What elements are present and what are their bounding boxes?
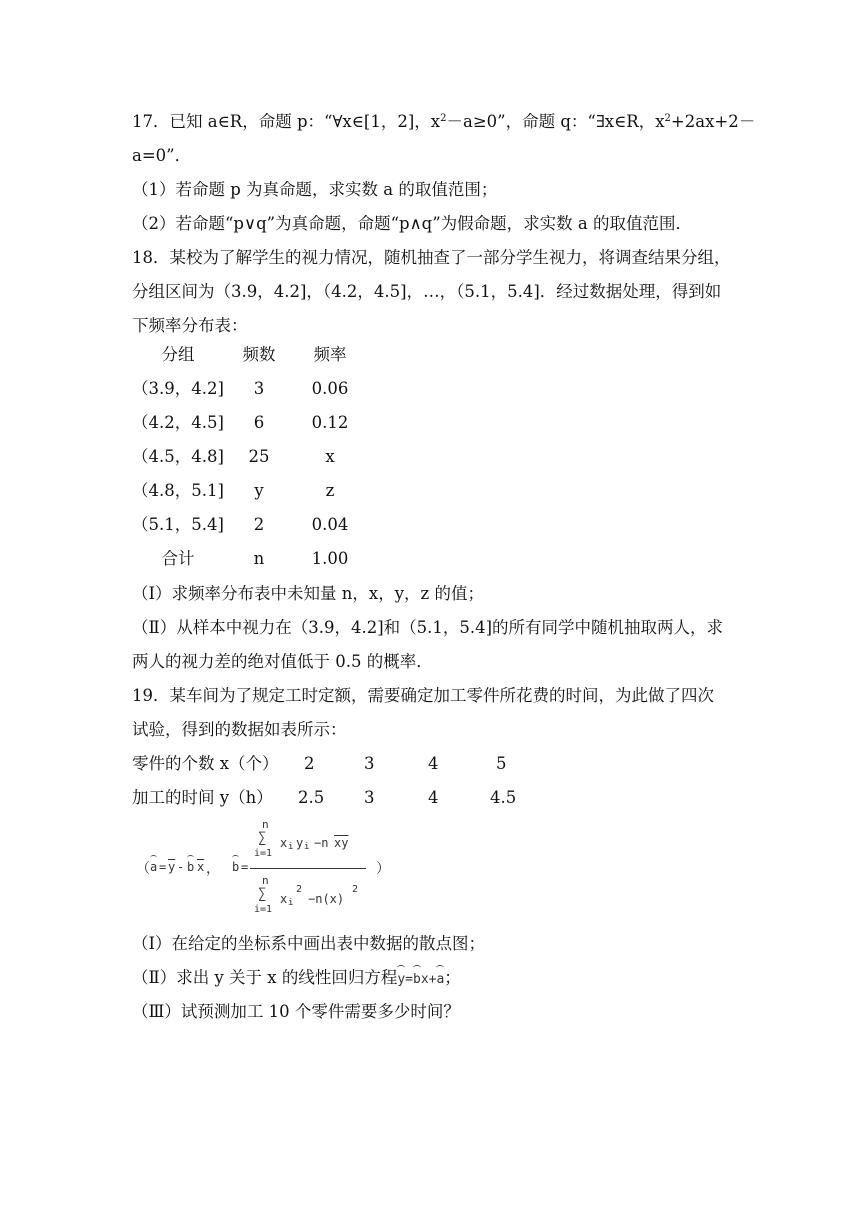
fraction-bar — [250, 868, 366, 869]
q18-subquestion-1: （Ⅰ）求频率分布表中未知量 n，x，y，z 的值； — [132, 584, 484, 603]
q19-subquestion-3: （Ⅲ）试预测加工 10 个零件需要多少时间？ — [132, 1002, 460, 1021]
row-frequency: 0.06 — [311, 379, 349, 398]
row-interval: （4.2，4.5] — [132, 413, 224, 432]
q19-subquestion-2-end: ； — [444, 968, 461, 987]
formula-separator: ， — [206, 861, 220, 877]
table-row — [118, 444, 378, 470]
row-interval: （3.9，4.2] — [132, 379, 224, 398]
formula-minus: - — [177, 860, 185, 874]
row-interval: （4.5，4.8] — [132, 447, 224, 466]
q18-subquestion-2-line2: 两人的视力差的绝对值低于 0.5 的概率． — [132, 652, 433, 671]
processing-time-value: 4 — [428, 788, 439, 807]
processing-time-value: 3 — [364, 788, 375, 807]
q19-subquestion-2-text: （Ⅱ）求出 y 关于 x 的线性回归方程 — [132, 968, 398, 987]
parts-count-row — [132, 752, 552, 776]
processing-time-row — [132, 786, 552, 810]
q17-superscript-2: 2 — [664, 113, 671, 124]
parts-count-value: 4 — [428, 754, 439, 773]
a-hat: a — [150, 860, 158, 874]
numerator-subscript: i — [288, 842, 294, 852]
sum-lower-limit: i=1 — [254, 904, 273, 915]
row-frequency: x — [325, 447, 335, 466]
row-count: 6 — [253, 413, 265, 432]
denominator-rest: −n(x) — [308, 892, 345, 906]
q19-line1: 19．某车间为了规定工时定额，需要确定加工零件所花费的时间，为此做了四次 — [132, 686, 714, 705]
parts-count-value: 5 — [496, 754, 507, 773]
b-hat: b — [413, 970, 421, 990]
formula-open-paren: （ — [136, 861, 150, 877]
q18-line3: 下频率分布表： — [132, 316, 248, 335]
b-hat: b — [187, 860, 195, 874]
table-row — [118, 512, 378, 538]
sum-sign: ∑ — [258, 830, 267, 846]
a-hat: a — [436, 970, 444, 990]
row-count: 2 — [253, 515, 265, 534]
table-total-row — [118, 546, 378, 572]
denominator-square: 2 — [352, 884, 359, 895]
y-bar: $\overline{y}$ — [168, 860, 176, 874]
row-interval: （5.1，5.4] — [132, 515, 224, 534]
y-hat: y — [397, 970, 405, 990]
denominator-x: x — [280, 892, 288, 906]
formula-equals-1: = — [159, 860, 167, 874]
row-count: 3 — [253, 379, 265, 398]
q17-line1 — [132, 112, 755, 132]
q19-subquestion-1: （Ⅰ）在给定的坐标系中画出表中数据的散点图； — [132, 934, 486, 953]
equation-equals: = — [405, 972, 413, 987]
processing-time-value: 4.5 — [490, 788, 517, 807]
equation-plus: + — [428, 972, 437, 987]
formula-close-paren: ） — [376, 861, 390, 877]
q17-subquestion-2: （2）若命题“p∨q”为真命题，命题“p∧q”为假命题，求实数 a 的取值范围． — [132, 214, 692, 233]
processing-time-value: 2.5 — [298, 788, 325, 807]
q19-subquestion-2 — [132, 968, 461, 990]
parts-count-value: 3 — [364, 754, 375, 773]
q17-subquestion-1: （1）若命题 p 为真命题，求实数 a 的取值范围； — [132, 180, 498, 199]
row-count: 25 — [248, 447, 270, 466]
q17-superscript-1: 2 — [440, 113, 447, 124]
q17-line1-text-c: +2ax+2－ — [670, 112, 756, 131]
numerator-subscript: i — [304, 842, 310, 852]
header-frequency: 频率 — [313, 345, 347, 364]
regression-formula — [136, 818, 390, 922]
sum-upper-limit: n — [262, 874, 269, 887]
parts-count-value: 2 — [304, 754, 315, 773]
row-frequency: 0.12 — [311, 413, 349, 432]
q17-line2: a=0”． — [132, 146, 192, 165]
q19-line2: 试验，得到的数据如表所示： — [132, 720, 347, 739]
q18-subquestion-2-line1: （Ⅱ）从样本中视力在（3.9，4.2]和（5.1，5.4]的所有同学中随机抽取两人，求 — [132, 618, 724, 637]
q17-line1-text-b: －a≥0”，命题 q：“∃x∈R，x — [446, 112, 665, 131]
equation-x: x — [420, 972, 429, 987]
row-interval: （4.8，5.1] — [132, 481, 224, 500]
frequency-table-header — [118, 342, 378, 368]
processing-time-label: 加工的时间 y（h） — [132, 788, 273, 807]
denominator-subscript: i — [288, 898, 294, 908]
formula-equals-2: = — [241, 860, 249, 874]
sum-upper-limit: n — [262, 818, 269, 831]
row-frequency: 0.04 — [311, 515, 349, 534]
x-bar: $\overline{x}$ — [197, 860, 205, 874]
table-row — [118, 410, 378, 436]
q17-line1-text-a: 17．已知 a∈R，命题 p：“∀x∈[1，2]，x — [132, 112, 441, 131]
row-interval: 合计 — [161, 549, 195, 568]
table-row — [118, 478, 378, 504]
parts-count-label: 零件的个数 x（个） — [132, 754, 279, 773]
table-row — [118, 376, 378, 402]
b-hat: b — [232, 860, 240, 874]
sum-lower-limit: i=1 — [254, 848, 273, 859]
row-frequency: z — [325, 481, 335, 500]
numerator-x: x — [280, 836, 288, 850]
q18-line2: 分组区间为（3.9，4.2]，（4.2，4.5]，…，（5.1，5.4]．经过数据处理，得到如 — [132, 282, 722, 301]
row-count: y — [254, 481, 264, 500]
numerator-xy-bar: $\overline{xy}$ — [334, 836, 349, 850]
header-count: 频数 — [242, 345, 276, 364]
numerator-minus-n: −n — [314, 836, 329, 850]
q18-line1: 18．某校为了解学生的视力情况，随机抽查了一部分学生视力，将调查结果分组， — [132, 248, 731, 267]
denominator-square: 2 — [296, 884, 303, 895]
header-group: 分组 — [161, 345, 195, 364]
numerator-y: y — [296, 836, 304, 850]
sum-sign: ∑ — [258, 886, 267, 902]
row-count: n — [253, 549, 265, 568]
regression-equation — [397, 972, 444, 987]
row-frequency: 1.00 — [311, 549, 349, 568]
